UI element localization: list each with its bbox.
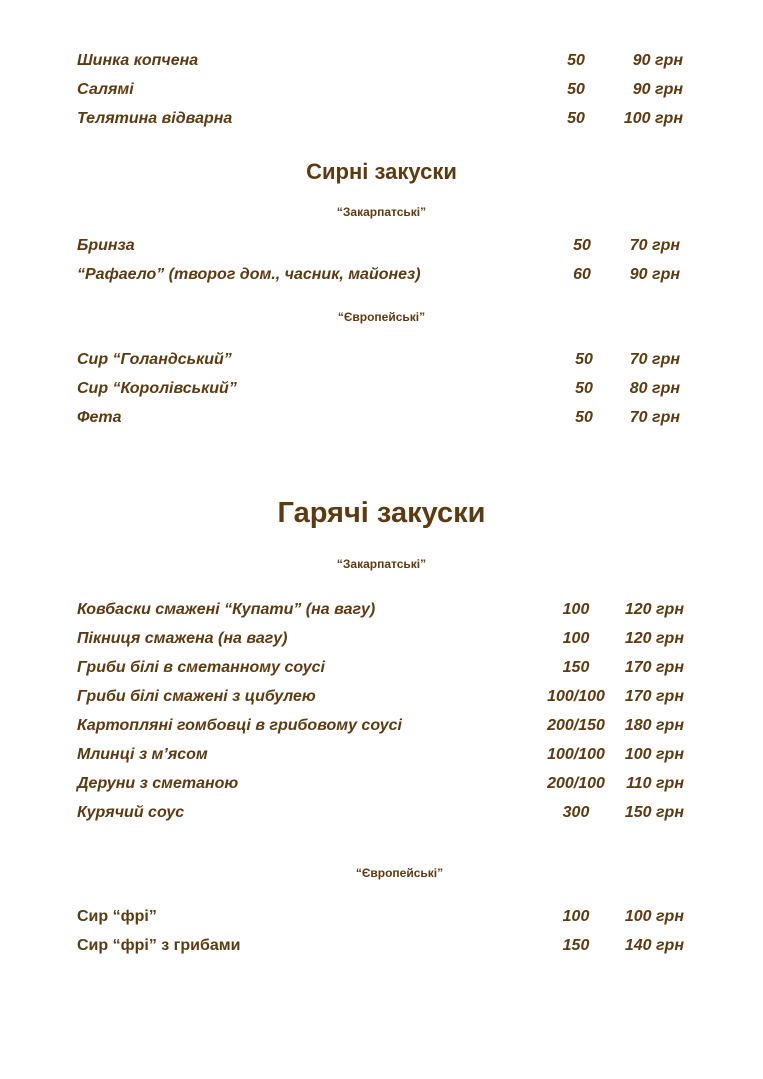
item-portion: 50 — [575, 380, 593, 397]
menu-item — [0, 717, 763, 741]
menu-item — [0, 659, 763, 683]
item-name: Сир “Голандський” — [77, 351, 232, 368]
menu-item — [0, 775, 763, 799]
item-price: 110 грн — [626, 775, 684, 792]
item-name: “Рафаело” (творог дом., часник, майонез) — [77, 266, 421, 283]
item-portion: 300 — [562, 804, 590, 821]
item-price: 70 грн — [629, 237, 680, 254]
item-name: Курячий соус — [77, 804, 185, 821]
item-name: Ковбаски смажені “Купати” (на вагу) — [77, 601, 376, 618]
item-name: Гриби білі в сметанному соусі — [77, 659, 325, 676]
item-price: 90 грн — [629, 266, 680, 283]
item-price: 90 грн — [632, 52, 683, 69]
menu-item — [0, 409, 763, 433]
item-name: Сир “фрі” — [77, 908, 157, 925]
menu-item — [0, 266, 763, 290]
menu-item — [0, 81, 763, 105]
item-name: Гриби білі смажені з цибулею — [77, 688, 316, 705]
item-name: Сир “Королівський” — [77, 380, 237, 397]
subsection-title: “Закарпатські” — [336, 205, 427, 219]
item-price: 120 грн — [624, 601, 684, 618]
section-title-hot: Гарячі закуски — [277, 497, 486, 529]
item-name: Шинка копчена — [77, 52, 199, 69]
item-name: Картопляні гомбовці в грибовому соусі — [77, 717, 402, 734]
item-portion: 150 — [562, 659, 590, 676]
item-price: 70 грн — [629, 351, 680, 368]
item-name: Фета — [77, 409, 122, 426]
menu-item — [0, 237, 763, 261]
item-portion: 100 — [562, 630, 590, 647]
item-portion: 50 — [567, 81, 585, 98]
item-price: 100 грн — [624, 746, 684, 763]
menu-item — [0, 380, 763, 404]
menu-item — [0, 746, 763, 770]
item-price: 170 грн — [624, 688, 684, 705]
item-portion: 100 — [562, 601, 590, 618]
item-portion: 150 — [562, 937, 590, 954]
item-name: Телятина відварна — [77, 110, 233, 127]
item-portion: 50 — [575, 409, 593, 426]
menu-item — [0, 908, 763, 932]
item-name: Пікниця смажена (на вагу) — [77, 630, 288, 647]
menu-item — [0, 688, 763, 712]
item-price: 170 грн — [624, 659, 684, 676]
subsection-title: “Європейські” — [337, 310, 426, 324]
item-portion: 100/100 — [547, 688, 605, 705]
section-title-cheese: Сирні закуски — [306, 159, 457, 184]
item-name: Сир “фрі” з грибами — [77, 937, 241, 954]
item-name: Млинці з м’ясом — [77, 746, 208, 763]
item-portion: 200/150 — [547, 717, 605, 734]
menu-item — [0, 804, 763, 828]
item-price: 100 грн — [623, 110, 683, 127]
item-portion: 50 — [573, 237, 591, 254]
menu-item — [0, 601, 763, 625]
item-price: 120 грн — [624, 630, 684, 647]
item-price: 80 грн — [629, 380, 680, 397]
item-price: 140 грн — [624, 937, 684, 954]
item-portion: 60 — [573, 266, 591, 283]
item-name: Деруни з сметаною — [77, 775, 239, 792]
item-portion: 100 — [562, 908, 590, 925]
item-portion: 50 — [575, 351, 593, 368]
subsection-title: “Європейські” — [355, 866, 444, 880]
menu-item — [0, 110, 763, 134]
item-price: 90 грн — [632, 81, 683, 98]
menu-item — [0, 630, 763, 654]
item-portion: 200/100 — [547, 775, 605, 792]
item-portion: 50 — [567, 110, 585, 127]
item-price: 100 грн — [624, 908, 684, 925]
item-name: Салямі — [77, 81, 134, 98]
item-price: 180 грн — [624, 717, 684, 734]
item-price: 150 грн — [624, 804, 684, 821]
item-portion: 50 — [567, 52, 585, 69]
subsection-title: “Закарпатські” — [336, 557, 427, 571]
menu-item — [0, 351, 763, 375]
menu-item — [0, 52, 763, 76]
item-portion: 100/100 — [547, 746, 605, 763]
menu-item — [0, 937, 763, 961]
item-name: Бринза — [77, 237, 135, 254]
item-price: 70 грн — [629, 409, 680, 426]
